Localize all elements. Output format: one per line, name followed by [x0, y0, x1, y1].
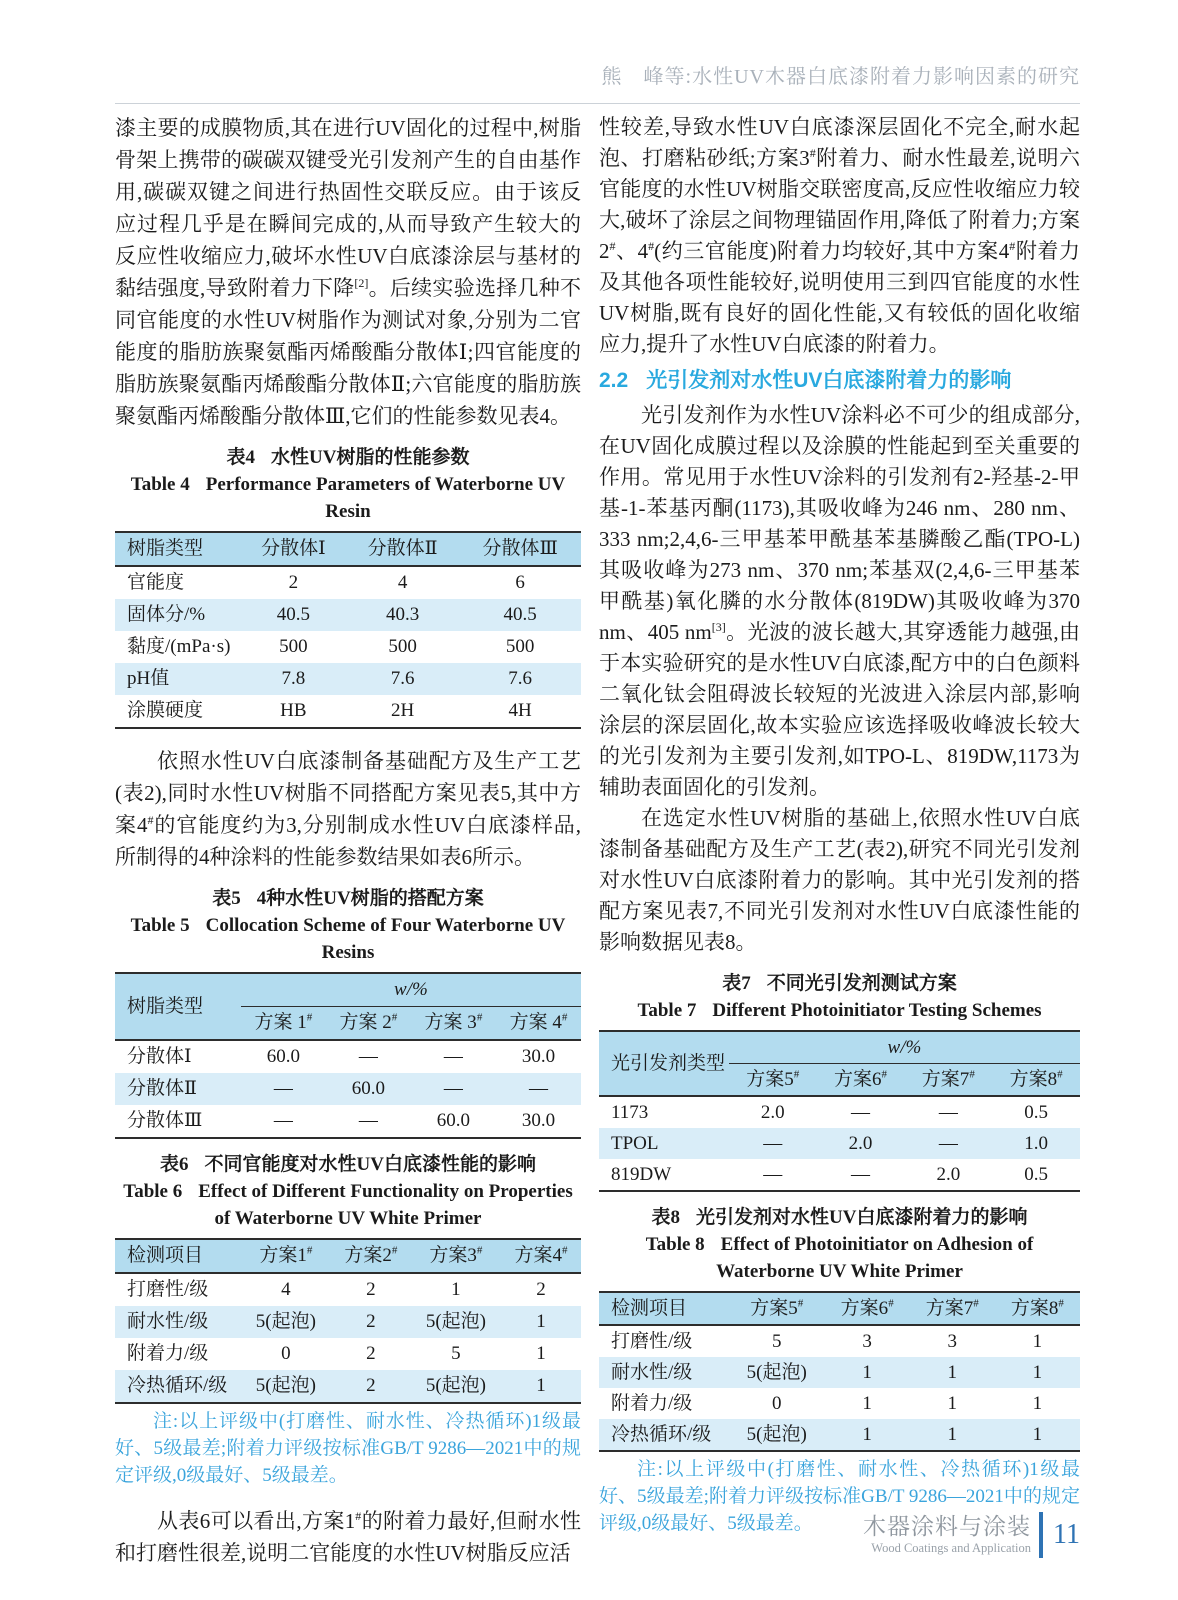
table-cell: 2 [536, 1279, 546, 1300]
table-head [599, 1031, 1080, 1096]
table-cell: — [358, 1110, 378, 1131]
table5-label-zh: 表5 [212, 888, 241, 909]
table-cell: 1 [501, 1306, 581, 1338]
table-cell: — [496, 1073, 581, 1105]
paragraph: 光引发剂作为水性UV涂料必不可少的组成部分,在UV固化成膜过程以及涂膜的性能起到至关重要的作用。常见用于水性UV涂料的引发剂有2-羟基-2-甲基-1-苯基丙酮(1173),其吸收峰为246 nm、280 nm、333 nm;2,4,6-三甲基苯甲酰基苯基膦酸乙酯(TPO-L)其吸收峰为273 nm、370 nm;苯基双(2,4,6-三甲基苯甲酰基)氧化膦的水分散体(819DW)其吸收峰为370 nm、405 nm[3]。光波的波长越大,其穿透能力越强,由于本实验研究的是水性UV白底漆,配方中的白色颜料二氧化钛会阻碍波长较短的光波进入涂层内部,影响涂层的深层固化,故本实验应该选择吸收峰波长较大的光引发剂为主要引发剂,如TPO-L、819DW,1173为辅助表面固化的引发剂。 [599, 403, 1080, 799]
table-row [599, 1357, 1080, 1388]
table8-note: 注:以上评级中(打磨性、耐水性、冷热循环)1级最好、5级最差;附着力评级按标准GB/T 9286—2021中的规定评级,0级最好、5级最差。 [599, 1459, 1080, 1534]
table-column-header: 分散体Ⅰ [241, 532, 346, 566]
table-row [115, 1370, 581, 1403]
table-cell: 1 [910, 1357, 995, 1388]
table-cell: — [851, 1102, 871, 1123]
table-cell: 2.0 [817, 1128, 905, 1159]
table6-label-en: Table 6 [123, 1181, 183, 1202]
table7-text-en: Different Photoinitiator Testing Schemes [712, 1000, 1042, 1021]
header-divider [115, 103, 1080, 104]
table-row [115, 1306, 581, 1338]
table-cell: 7.6 [346, 663, 459, 695]
table7-label-en: Table 7 [637, 1000, 697, 1021]
table-cell: 0 [281, 1343, 291, 1364]
table-cell: 30.0 [521, 1046, 556, 1067]
table-cell: 1 [947, 1393, 958, 1414]
paragraph-continuation: 性较差,导致水性UV白底漆深层固化不完全,耐水起泡、打磨粘砂纸;方案3#附着力、耐水性最差,说明六官能度的水性UV树脂交联密度高,反应性收缩应力较大,破坏了涂层之间物理锚固作用,降低了附着力;方案2#、4#(约三官能度)附着力均较好,其中方案4#附着力及其他各项性能较好,说明使用三到四官能度的水性UV树脂,既有良好的固化性能,又有较低的固化收缩应力,提升了水性UV白底漆的附着力。 [599, 115, 1080, 356]
table-cell: 1 [995, 1357, 1080, 1388]
section-number: 2.2 [599, 369, 629, 392]
table-cell: 5(起泡) [411, 1306, 501, 1338]
table-row-label: 耐水性/级 [599, 1357, 729, 1388]
table-cell: 4 [281, 1279, 291, 1300]
table-row-label: 1173 [611, 1102, 649, 1123]
table-row-label: 分散体Ⅱ [115, 1073, 241, 1105]
table4-title-zh [115, 444, 581, 471]
table-cell: 40.5 [241, 599, 346, 631]
table-row [115, 599, 581, 631]
table-row-label: TPOL [599, 1128, 729, 1159]
table-cell: — [729, 1128, 817, 1159]
journal-name-zh: 木器涂料与涂装 [863, 1514, 1032, 1539]
table-cell: 1 [1032, 1331, 1043, 1352]
table-row [115, 1040, 581, 1073]
table-column-header: 方案3# [411, 1239, 501, 1273]
table-cell: 3 [947, 1331, 958, 1352]
table-cell: 1 [995, 1419, 1080, 1451]
table-column-header: 方案 2# [326, 1007, 411, 1041]
table-cell: HB [280, 700, 307, 721]
table-cell: 5 [451, 1343, 461, 1364]
table-cell: 60.0 [326, 1073, 411, 1105]
table-row [115, 663, 581, 695]
section-title: 光引发剂对水性UV白底漆附着力的影响 [646, 369, 1012, 392]
table5-title [115, 885, 581, 966]
table-column-header: 方案8# [995, 1292, 1080, 1325]
table-body [599, 1325, 1080, 1451]
table8-title-zh [599, 1204, 1080, 1231]
table-head [115, 1239, 581, 1273]
table-cell: 60.0 [266, 1046, 300, 1067]
table-column-header: 分散体Ⅱ [346, 532, 459, 566]
table4-label-zh: 表4 [226, 447, 256, 468]
table-row-label: 分散体Ⅰ [127, 1046, 192, 1067]
table-head [115, 532, 581, 566]
table-row [115, 631, 581, 663]
table8-photoinitiator-adhesion-effect [599, 1291, 1080, 1452]
table-cell: 6 [515, 572, 525, 593]
table-cell: — [763, 1164, 783, 1185]
table5-label-en: Table 5 [130, 915, 190, 936]
footer-divider-bar [1039, 1512, 1043, 1558]
table-cell: 4H [508, 700, 532, 721]
table-cell: 2.0 [760, 1102, 785, 1123]
table-cell: — [358, 1046, 378, 1067]
table-column-header: 方案 1# [241, 1007, 326, 1041]
table-cell: — [241, 1073, 326, 1105]
table-cell: 500 [388, 636, 417, 657]
table-cell: — [851, 1164, 871, 1185]
table4-label-en: Table 4 [130, 474, 190, 495]
table-cell: 5(起泡) [411, 1370, 501, 1403]
journal-name-en: Wood Coatings and Application [871, 1541, 1032, 1555]
table-row-label: 固体分/% [115, 599, 241, 631]
table7-photoinitiator-testing-schemes [599, 1030, 1080, 1192]
table-row-label: 冷热循环/级 [115, 1370, 241, 1403]
page-footer [863, 1512, 1080, 1558]
table7-label-zh: 表7 [722, 973, 751, 994]
table-cell: 5 [771, 1331, 782, 1352]
table-row [599, 1388, 1080, 1419]
table4-title [115, 444, 581, 525]
table-cell: 2.0 [936, 1164, 961, 1185]
table-row-label: 打磨性/级 [611, 1331, 693, 1352]
table-cell: 0.5 [1024, 1102, 1048, 1123]
table-stub-header: 树脂类型 [115, 973, 241, 1040]
table6-note: 注:以上评级中(打磨性、耐水性、冷热循环)1级最好、5级最差;附着力评级按标准GB/T 9286—2021中的规定评级,0级最好、5级最差。 [115, 1411, 581, 1486]
table8-title-en [599, 1231, 1080, 1285]
table-column-header: 方案6# [817, 1064, 905, 1097]
table6-title-zh [115, 1151, 581, 1178]
table-row-label: 分散体Ⅲ [127, 1110, 203, 1131]
table-row-label: 附着力/级 [127, 1343, 209, 1364]
table-row [599, 1128, 1080, 1159]
table-stub-header: 检测项目 [599, 1292, 729, 1325]
table-cell: 60.0 [436, 1110, 471, 1131]
table-row [115, 1073, 581, 1105]
table7-text-zh: 不同光引发剂测试方案 [766, 973, 957, 994]
table-cell: 1 [862, 1393, 872, 1414]
paragraph: 在选定水性UV树脂的基础上,依照水性UV白底漆制备基础配方及生产工艺(表2),研究不同光引发剂对水性UV白底漆附着力的影响。其中光引发剂的搭配方案见表7,不同光引发剂对水性UV白底漆性能的影响数据见表8。 [599, 806, 1080, 954]
table7-title-zh [599, 970, 1080, 997]
table6-text-en: Effect of Different Functionality on Properties of Waterborne UV White Primer [198, 1181, 573, 1229]
table-cell: 30.0 [521, 1110, 556, 1131]
table-column-header: 方案5# [729, 1292, 825, 1325]
table-header-row [599, 1292, 1080, 1325]
right-column [599, 112, 1080, 1537]
running-head [115, 60, 1080, 89]
table-row-label: 打磨性/级 [127, 1279, 209, 1300]
table6-label-zh: 表6 [160, 1154, 189, 1175]
table5-resin-collocation-scheme [115, 972, 581, 1139]
table-row-label: 819DW [611, 1164, 672, 1185]
table-cell: 5(起泡) [729, 1357, 825, 1388]
table-cell: 2 [331, 1370, 411, 1403]
table-group-header: w/% [241, 973, 581, 1007]
table-header-row [115, 973, 581, 1007]
table8-text-en: Effect of Photoinitiator on Adhesion of Waterborne UV White Primer [716, 1234, 1034, 1282]
table-column-header: 方案2# [331, 1239, 411, 1273]
table-row [599, 1096, 1080, 1128]
page-number: 11 [1053, 1519, 1080, 1550]
table-header-row [115, 1239, 581, 1273]
table-column-header: 方案5# [729, 1064, 817, 1097]
table6-title-en [115, 1178, 581, 1232]
table5-title-zh [115, 885, 581, 912]
table-stub-header: 检测项目 [115, 1239, 241, 1273]
table4-waterborne-uv-resin-parameters [115, 531, 581, 729]
table-column-header: 方案 3# [411, 1007, 496, 1041]
table-row [115, 1338, 581, 1370]
table-cell: 2H [390, 700, 415, 721]
table-row [115, 1273, 581, 1306]
left-column [115, 112, 581, 1569]
table-row-label: 冷热循环/级 [599, 1419, 729, 1451]
table-cell: 1 [825, 1419, 910, 1451]
table-head [599, 1292, 1080, 1325]
table-cell: — [938, 1102, 958, 1123]
table-row [115, 1105, 581, 1138]
running-head-text: 熊 峰等:水性UV木器白底漆附着力影响因素的研究 [601, 66, 1080, 88]
table-cell: 40.5 [459, 599, 581, 631]
table-row [599, 1419, 1080, 1451]
table-column-header: 方案 4# [496, 1007, 581, 1041]
table-column-header: 方案6# [825, 1292, 910, 1325]
table-row [115, 566, 581, 599]
table-cell: 5(起泡) [241, 1370, 331, 1403]
table-cell: 7.8 [241, 663, 346, 695]
table-header-row [115, 532, 581, 566]
table8-title [599, 1204, 1080, 1285]
table-cell: 2 [366, 1279, 376, 1300]
table4-text-en: Performance Parameters of Waterborne UV Resin [205, 474, 566, 522]
table-row-label: 黏度/(mPa·s) [127, 636, 231, 657]
table-column-header: 方案1# [241, 1239, 331, 1273]
table-cell: 1.0 [992, 1128, 1080, 1159]
section-heading-2-2 [599, 364, 1080, 398]
table-cell: — [273, 1110, 293, 1131]
table8-label-zh: 表8 [651, 1207, 681, 1228]
table-row-label: 涂膜硬度 [127, 700, 204, 721]
table-column-header: 方案4# [501, 1239, 581, 1273]
table-row-label: 耐水性/级 [115, 1306, 241, 1338]
table-cell: 2 [288, 572, 299, 593]
paragraph: 依照水性UV白底漆制备基础配方及生产工艺(表2),同时水性UV树脂不同搭配方案见表5,其中方案4#的官能度约为3,分别制成水性UV白底漆样品,所制得的4种涂料的性能参数结果如表6所示。 [115, 749, 581, 869]
table-cell: 1 [825, 1357, 910, 1388]
table-row-label: 官能度 [127, 572, 185, 593]
table-cell: 500 [505, 636, 535, 657]
table7-title [599, 970, 1080, 1024]
table-row-label: pH值 [115, 663, 241, 695]
table4-title-en [115, 471, 581, 525]
table-head [115, 973, 581, 1040]
table-cell: 2 [366, 1343, 376, 1364]
table4-text-zh: 水性UV树脂的性能参数 [271, 447, 470, 468]
table7-title-en [599, 997, 1080, 1024]
table-group-header: w/% [729, 1031, 1080, 1064]
table-cell: 7.6 [459, 663, 581, 695]
table-stub-header: 树脂类型 [115, 532, 241, 566]
table5-text-zh: 4种水性UV树脂的搭配方案 [256, 888, 484, 909]
table-column-header: 方案7# [910, 1292, 995, 1325]
journal-name-block [863, 1514, 1031, 1556]
table5-text-en: Collocation Scheme of Four Waterborne UV Resins [205, 915, 566, 963]
table-cell: 1 [910, 1419, 995, 1451]
table-cell: 0.5 [1024, 1164, 1048, 1185]
table-cell: — [411, 1073, 496, 1105]
table5-title-en [115, 912, 581, 966]
table-body [115, 1040, 581, 1138]
table6-functionality-effect [115, 1238, 581, 1404]
table-row [599, 1325, 1080, 1357]
table-cell: 1 [1032, 1393, 1043, 1414]
table-cell: 3 [862, 1331, 872, 1352]
table-cell: 5(起泡) [241, 1306, 331, 1338]
paragraph-continuation: 漆主要的成膜物质,其在进行UV固化的过程中,树脂骨架上携带的碳碳双键受光引发剂产生的自由基作用,碳碳双键之间进行热固性交联反应。由于该反应过程几乎是在瞬间完成的,从而导致产生较大的反应性收缩应力,破坏水性UV白底漆涂层与基材的黏结强度,导致附着力下降[2]。后续实验选择几种不同官能度的水性UV树脂作为测试对象,分别为二官能度的脂肪族聚氨酯丙烯酸酯分散体Ⅰ;四官能度的脂肪族聚氨酯丙烯酸酯分散体Ⅱ;六官能度的脂肪族聚氨酯丙烯酸酯分散体Ⅲ,它们的性能参数见表4。 [115, 116, 582, 428]
table-header-row [599, 1031, 1080, 1064]
table-cell: 1 [451, 1279, 461, 1300]
table-body [115, 1273, 581, 1403]
table-cell: 4 [397, 572, 408, 593]
table-cell: 2 [331, 1306, 411, 1338]
table-cell: 5(起泡) [729, 1419, 825, 1451]
table-column-header: 方案8# [992, 1064, 1080, 1097]
table-stub-header: 光引发剂类型 [599, 1031, 729, 1096]
table-column-header: 分散体Ⅲ [459, 532, 581, 566]
table-cell: 40.3 [346, 599, 459, 631]
table-cell: 500 [279, 636, 308, 657]
table8-text-zh: 光引发剂对水性UV白底漆附着力的影响 [696, 1207, 1028, 1228]
table-cell: 1 [501, 1370, 581, 1403]
paragraph: 从表6可以看出,方案1#的附着力最好,但耐水性和打磨性很差,说明二官能度的水性UV树脂反应活 [115, 1509, 581, 1565]
table6-title [115, 1151, 581, 1232]
table-cell: 1 [536, 1343, 546, 1364]
table-row-label: 附着力/级 [611, 1393, 693, 1414]
table-column-header: 方案7# [904, 1064, 992, 1097]
table-row [115, 695, 581, 728]
table8-label-en: Table 8 [645, 1234, 705, 1255]
table-body [115, 566, 581, 728]
table-body [599, 1096, 1080, 1191]
table-cell: — [443, 1046, 463, 1067]
table6-text-zh: 不同官能度对水性UV白底漆性能的影响 [204, 1154, 536, 1175]
table-row [599, 1159, 1080, 1191]
table-cell: — [904, 1128, 992, 1159]
table-cell: 0 [771, 1393, 782, 1414]
